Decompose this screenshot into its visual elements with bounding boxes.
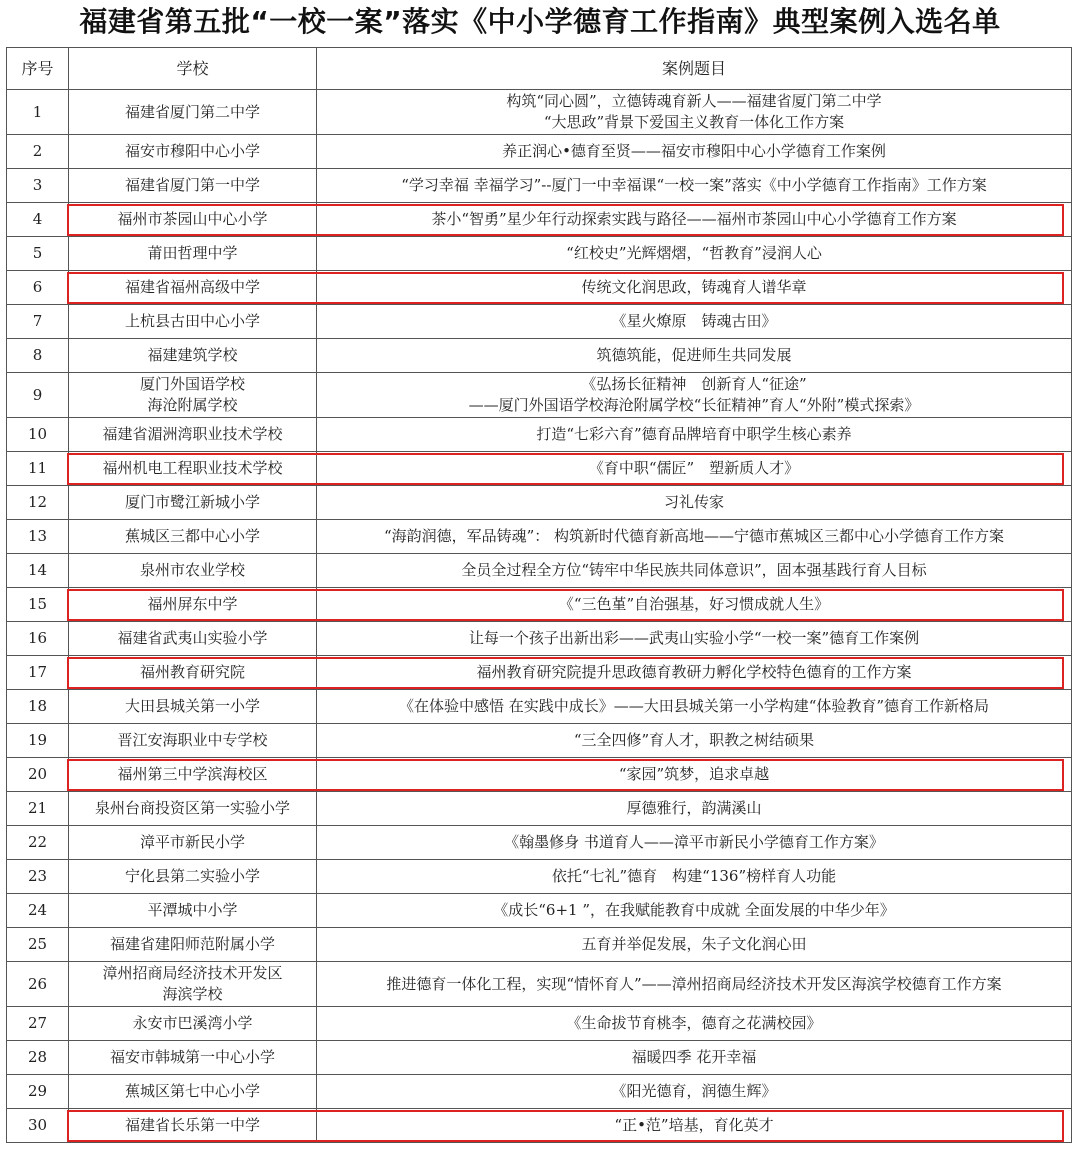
table-row xyxy=(7,203,1072,237)
row-case-title: “家园”筑梦，追求卓越 xyxy=(317,758,1072,792)
row-case-title: 《成长“6+1 ”，在我赋能教育中成就 全面发展的中华少年》 xyxy=(317,894,1072,928)
row-serial-number: 6 xyxy=(7,271,69,305)
table-row xyxy=(7,656,1072,690)
row-school-name: 漳平市新民小学 xyxy=(69,826,317,860)
row-school-name: 厦门外国语学校 海沧附属学校 xyxy=(69,373,317,418)
row-serial-number: 17 xyxy=(7,656,69,690)
table-row xyxy=(7,373,1072,418)
row-school-name: 蕉城区三都中心小学 xyxy=(69,520,317,554)
row-case-title: 《生命拔节育桃李，德育之花满校园》 xyxy=(317,1007,1072,1041)
row-case-title: 《“三色堇”自治强基，好习惯成就人生》 xyxy=(317,588,1072,622)
row-school-name: 福州机电工程职业技术学校 xyxy=(69,452,317,486)
row-case-title: 打造“七彩六育”德育品牌培育中职学生核心素养 xyxy=(317,418,1072,452)
row-school-name: 泉州市农业学校 xyxy=(69,554,317,588)
row-case-title: 全员全过程全方位“铸牢中华民族共同体意识”，固本强基践行育人目标 xyxy=(317,554,1072,588)
row-case-title: “海韵润德，军品铸魂”： 构筑新时代德育新高地——宁德市蕉城区三都中心小学德育工作方案 xyxy=(317,520,1072,554)
row-school-name: 福建省建阳师范附属小学 xyxy=(69,928,317,962)
table-row xyxy=(7,169,1072,203)
table-row xyxy=(7,622,1072,656)
row-serial-number: 3 xyxy=(7,169,69,203)
row-case-title: “正•范”培基，育化英才 xyxy=(317,1109,1072,1143)
row-school-name: 福建省长乐第一中学 xyxy=(69,1109,317,1143)
row-case-title: 《弘扬长征精神 创新育人“征途” ——厦门外国语学校海沧附属学校“长征精神”育人“外附”模式探索》 xyxy=(317,373,1072,418)
row-serial-number: 1 xyxy=(7,90,69,135)
header-case-title: 案例题目 xyxy=(317,48,1072,90)
row-school-name: 厦门市鹭江新城小学 xyxy=(69,486,317,520)
row-serial-number: 16 xyxy=(7,622,69,656)
row-serial-number: 13 xyxy=(7,520,69,554)
row-serial-number: 28 xyxy=(7,1041,69,1075)
row-case-title: 五育并举促发展，朱子文化润心田 xyxy=(317,928,1072,962)
row-serial-number: 12 xyxy=(7,486,69,520)
row-serial-number: 26 xyxy=(7,962,69,1007)
row-case-title: 传统文化润思政，铸魂育人谱华章 xyxy=(317,271,1072,305)
table-row xyxy=(7,724,1072,758)
row-school-name: 永安市巴溪湾小学 xyxy=(69,1007,317,1041)
row-school-name: 上杭县古田中心小学 xyxy=(69,305,317,339)
row-school-name: 福建建筑学校 xyxy=(69,339,317,373)
row-case-title: 让每一个孩子出新出彩——武夷山实验小学“一校一案”德育工作案例 xyxy=(317,622,1072,656)
table-row xyxy=(7,690,1072,724)
row-case-title: 筑德筑能，促进师生共同发展 xyxy=(317,339,1072,373)
row-school-name: 福建省武夷山实验小学 xyxy=(69,622,317,656)
row-school-name: 福州教育研究院 xyxy=(69,656,317,690)
table-row xyxy=(7,339,1072,373)
row-case-title: 《育中职“儒匠” 塑新质人才》 xyxy=(317,452,1072,486)
table-row xyxy=(7,1109,1072,1143)
table-row xyxy=(7,826,1072,860)
row-school-name: 福安市穆阳中心小学 xyxy=(69,135,317,169)
row-serial-number: 23 xyxy=(7,860,69,894)
row-school-name: 莆田哲理中学 xyxy=(69,237,317,271)
table-body xyxy=(7,90,1072,1143)
row-case-title: 养正润心•德育至贤——福安市穆阳中心小学德育工作案例 xyxy=(317,135,1072,169)
row-serial-number: 27 xyxy=(7,1007,69,1041)
table-row xyxy=(7,135,1072,169)
row-school-name: 宁化县第二实验小学 xyxy=(69,860,317,894)
page-title: 福建省第五批“一校一案”落实《中小学德育工作指南》典型案例入选名单 xyxy=(79,5,1001,38)
row-school-name: 泉州台商投资区第一实验小学 xyxy=(69,792,317,826)
row-serial-number: 5 xyxy=(7,237,69,271)
row-case-title: 茶小“智勇”星少年行动探索实践与路径——福州市茶园山中心小学德育工作方案 xyxy=(317,203,1072,237)
row-school-name: 福州市茶园山中心小学 xyxy=(69,203,317,237)
row-case-title: 福暖四季 花开幸福 xyxy=(317,1041,1072,1075)
table-row xyxy=(7,758,1072,792)
row-serial-number: 21 xyxy=(7,792,69,826)
row-school-name: 福州第三中学滨海校区 xyxy=(69,758,317,792)
table-row xyxy=(7,894,1072,928)
row-serial-number: 20 xyxy=(7,758,69,792)
row-serial-number: 22 xyxy=(7,826,69,860)
row-case-title: “三全四修”育人才，职教之树结硕果 xyxy=(317,724,1072,758)
row-school-name: 福建省厦门第一中学 xyxy=(69,169,317,203)
row-serial-number: 10 xyxy=(7,418,69,452)
row-serial-number: 24 xyxy=(7,894,69,928)
table-row xyxy=(7,305,1072,339)
row-serial-number: 15 xyxy=(7,588,69,622)
header-serial-number: 序号 xyxy=(7,48,69,90)
table-row xyxy=(7,452,1072,486)
row-serial-number: 29 xyxy=(7,1075,69,1109)
row-case-title: 推进德育一体化工程，实现“情怀育人”——漳州招商局经济技术开发区海滨学校德育工作方案 xyxy=(317,962,1072,1007)
row-case-title: “红校史”光辉熠熠，“哲教育”浸润人心 xyxy=(317,237,1072,271)
case-list-table xyxy=(6,47,1072,1143)
table-row xyxy=(7,860,1072,894)
row-case-title: 《在体验中感悟 在实践中成长》——大田县城关第一小学构建“体验教育”德育工作新格局 xyxy=(317,690,1072,724)
table-row xyxy=(7,271,1072,305)
table-row xyxy=(7,1007,1072,1041)
row-case-title: “学习幸福 幸福学习”--厦门一中幸福课“一校一案”落实《中小学德育工作指南》工作方案 xyxy=(317,169,1072,203)
row-school-name: 晋江安海职业中专学校 xyxy=(69,724,317,758)
row-serial-number: 2 xyxy=(7,135,69,169)
table-row xyxy=(7,418,1072,452)
row-serial-number: 19 xyxy=(7,724,69,758)
table-row xyxy=(7,962,1072,1007)
row-case-title: 构筑“同心圆”，立德铸魂育新人——福建省厦门第二中学 “大思政”背景下爱国主义教育一体化工作方案 xyxy=(317,90,1072,135)
row-school-name: 福建省福州高级中学 xyxy=(69,271,317,305)
row-serial-number: 8 xyxy=(7,339,69,373)
row-case-title: 《星火燎原 铸魂古田》 xyxy=(317,305,1072,339)
row-case-title: 习礼传家 xyxy=(317,486,1072,520)
row-school-name: 平潭城中小学 xyxy=(69,894,317,928)
row-school-name: 蕉城区第七中心小学 xyxy=(69,1075,317,1109)
table-row xyxy=(7,792,1072,826)
row-school-name: 福安市韩城第一中心小学 xyxy=(69,1041,317,1075)
row-case-title: 《阳光德育，润德生辉》 xyxy=(317,1075,1072,1109)
row-serial-number: 25 xyxy=(7,928,69,962)
row-case-title: 厚德雅行，韵满溪山 xyxy=(317,792,1072,826)
table-row xyxy=(7,1041,1072,1075)
row-case-title: 依托“七礼”德育 构建“136”榜样育人功能 xyxy=(317,860,1072,894)
table-row xyxy=(7,520,1072,554)
row-serial-number: 30 xyxy=(7,1109,69,1143)
table-row xyxy=(7,588,1072,622)
table-row xyxy=(7,928,1072,962)
header-school: 学校 xyxy=(69,48,317,90)
row-serial-number: 11 xyxy=(7,452,69,486)
row-serial-number: 7 xyxy=(7,305,69,339)
row-school-name: 大田县城关第一小学 xyxy=(69,690,317,724)
table-row xyxy=(7,90,1072,135)
row-serial-number: 4 xyxy=(7,203,69,237)
table-row xyxy=(7,237,1072,271)
table-header-row xyxy=(7,48,1072,90)
row-case-title: 《翰墨修身 书道育人——漳平市新民小学德育工作方案》 xyxy=(317,826,1072,860)
row-school-name: 福建省湄洲湾职业技术学校 xyxy=(69,418,317,452)
row-case-title: 福州教育研究院提升思政德育教研力孵化学校特色德育的工作方案 xyxy=(317,656,1072,690)
table-row xyxy=(7,486,1072,520)
table-row xyxy=(7,1075,1072,1109)
table-row xyxy=(7,554,1072,588)
row-school-name: 福州屏东中学 xyxy=(69,588,317,622)
row-serial-number: 9 xyxy=(7,373,69,418)
row-school-name: 福建省厦门第二中学 xyxy=(69,90,317,135)
row-school-name: 漳州招商局经济技术开发区 海滨学校 xyxy=(69,962,317,1007)
row-serial-number: 18 xyxy=(7,690,69,724)
row-serial-number: 14 xyxy=(7,554,69,588)
